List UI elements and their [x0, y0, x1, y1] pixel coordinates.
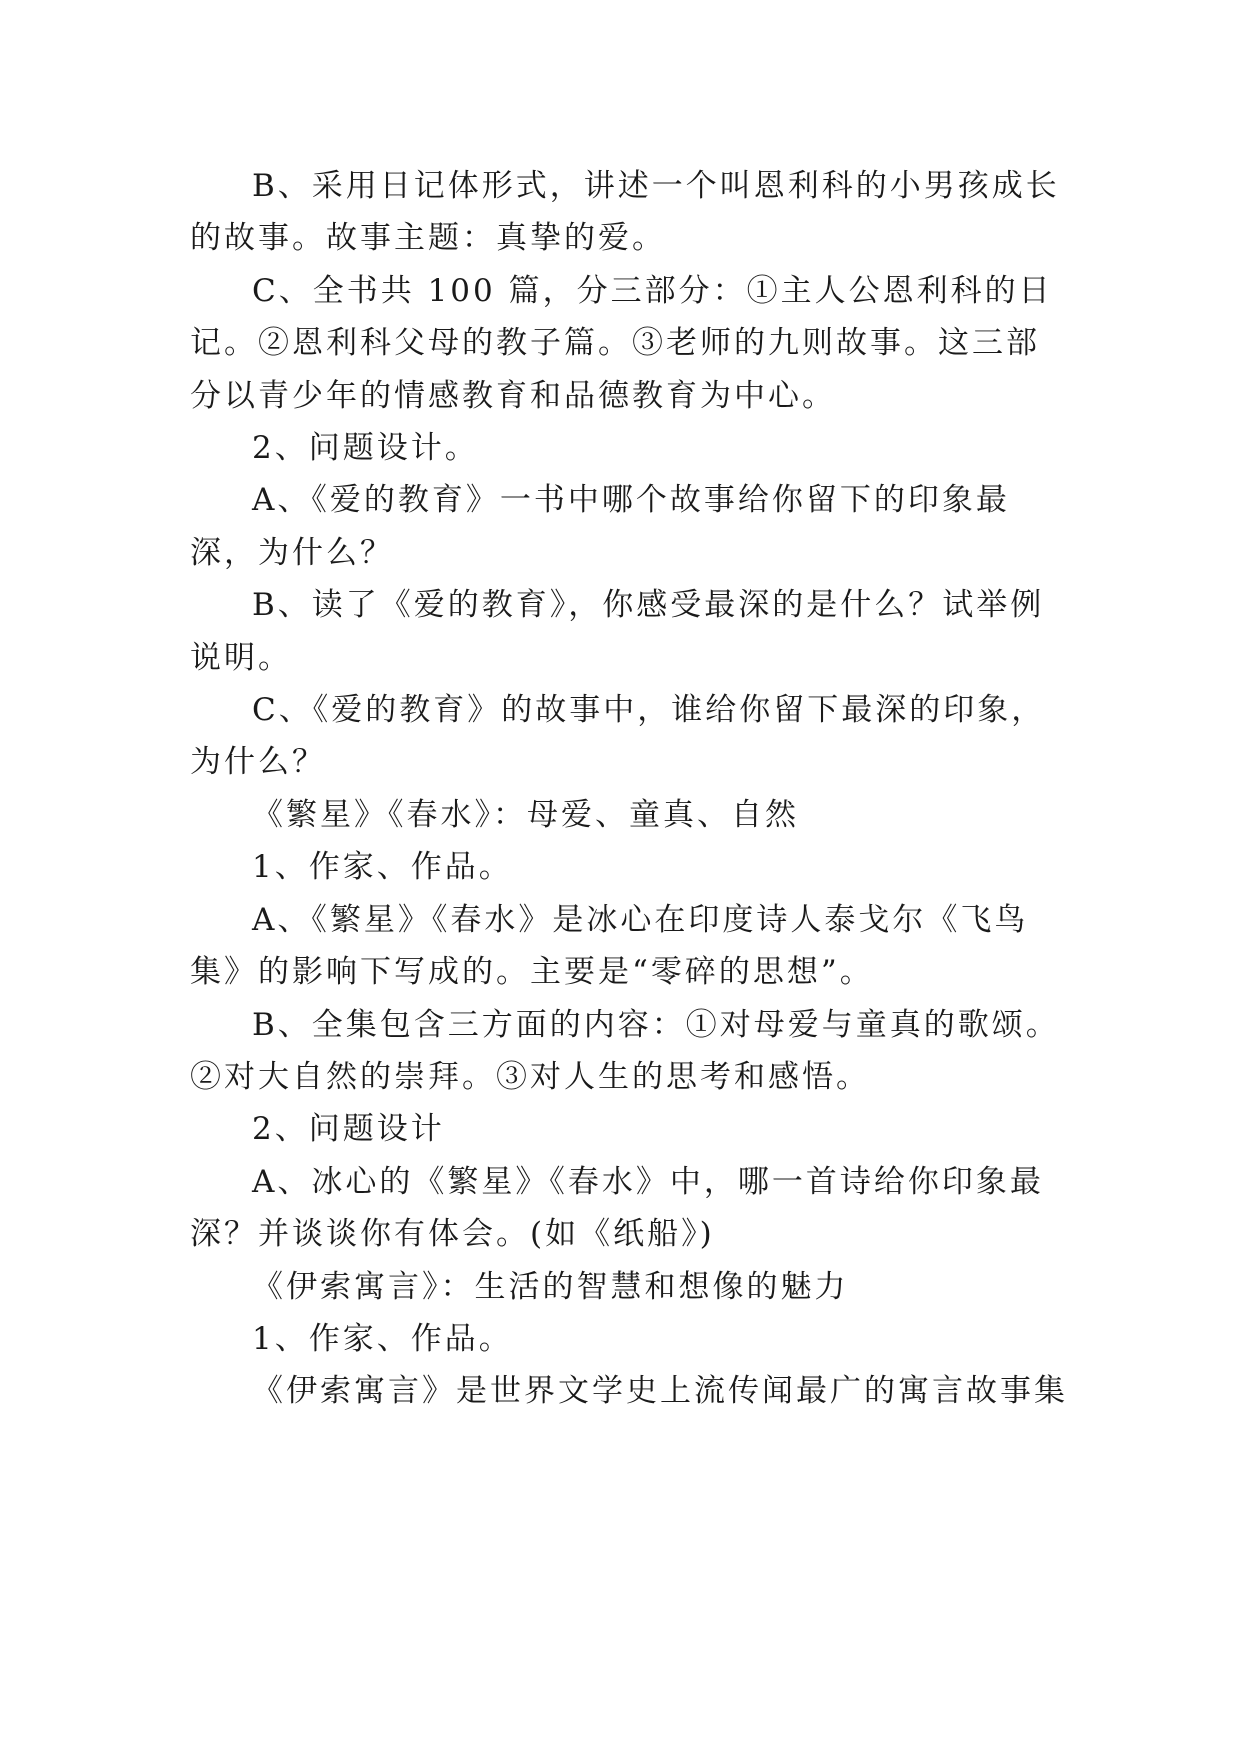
- paragraph: B、采用日记体形式，讲述一个叫恩利科的小男孩成长的故事。故事主题：真挚的爱。: [190, 168, 1060, 257]
- paragraph: A、《繁星》《春水》是冰心在印度诗人泰戈尔《飞鸟集》的影响下写成的。主要是“零碎的思想”。: [190, 901, 1029, 991]
- section-heading: 《伊索寓言》：生活的智慧和想像的魅力: [252, 1268, 849, 1305]
- paragraph: A、冰心的《繁星》《春水》中，哪一首诗给你印象最深？并谈谈你有体会。(如《纸船》): [190, 1163, 1044, 1253]
- paragraph: 1、作家、作品。: [252, 1320, 513, 1357]
- paragraph: 2、问题设计: [252, 1111, 445, 1148]
- paragraph: C、《爱的教育》的故事中，谁给你留下最深的印象，为什么？: [190, 692, 1046, 781]
- paragraph: 《伊索寓言》是世界文学史上流传闻最广的寓言故事集: [252, 1373, 1068, 1410]
- paragraph: 2、问题设计。: [252, 430, 479, 467]
- paragraph: B、读了《爱的教育》，你感受最深的是什么？试举例说明。: [190, 587, 1045, 676]
- paragraph: B、全集包含三方面的内容：①对母爱与童真的歌颂。②对大自然的崇拜。③对人生的思考和感悟。: [190, 1006, 1060, 1095]
- section-heading: 《繁星》《春水》：母爱、童真、自然: [252, 796, 799, 833]
- paragraph: 1、作家、作品。: [252, 849, 513, 886]
- document-body: [190, 160, 1070, 1418]
- paragraph: A、《爱的教育》一书中哪个故事给你留下的印象最深，为什么？: [190, 482, 1010, 571]
- paragraph: C、全书共 100 篇，分三部分：①主人公恩利科的日记。②恩利科父母的教子篇。③老师的九则故事。这三部分以青少年的情感教育和品德教育为中心。: [190, 272, 1053, 414]
